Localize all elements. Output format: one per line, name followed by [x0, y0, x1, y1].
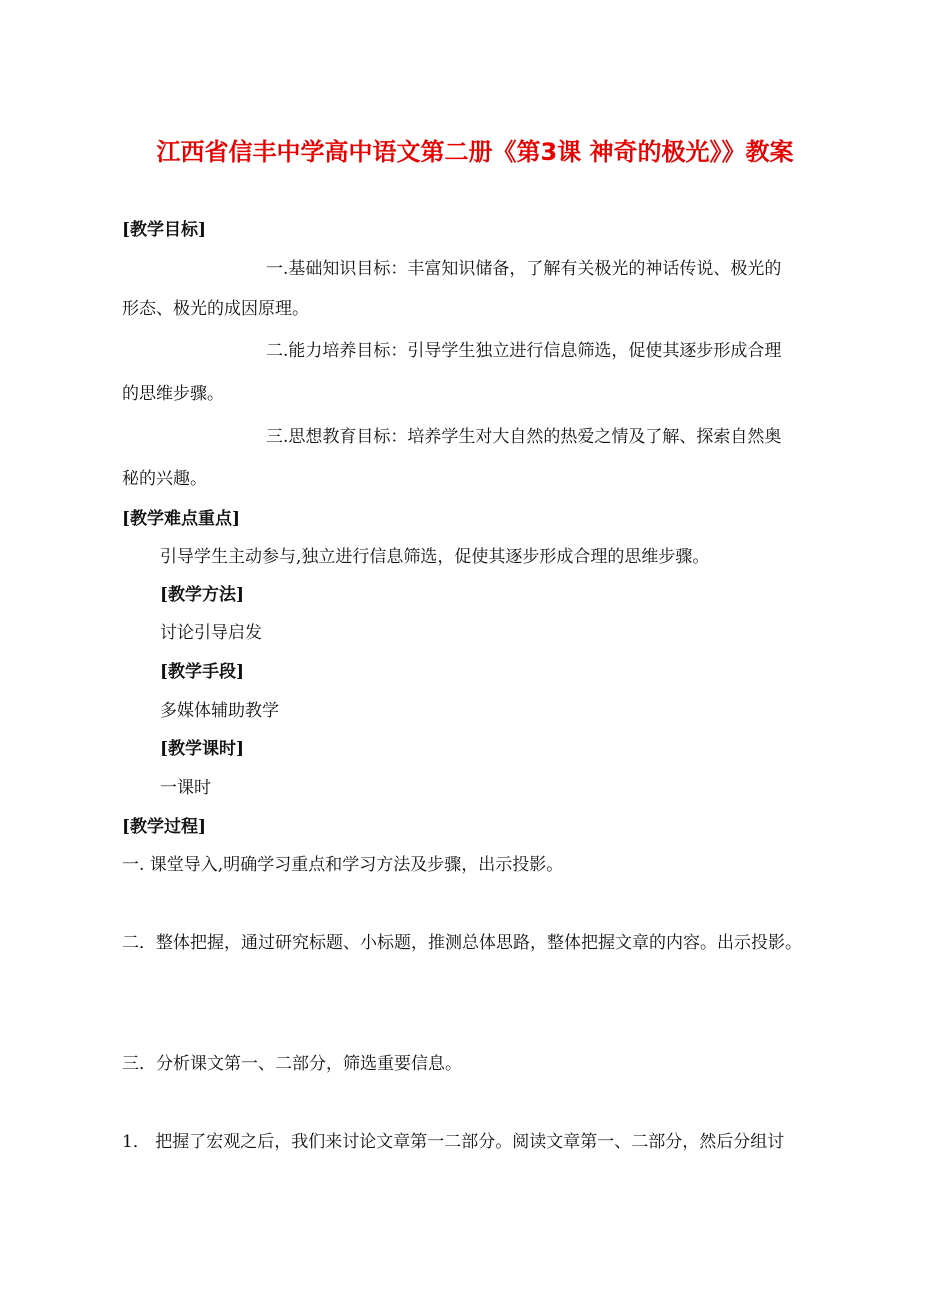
key-points-text: 引导学生主动参与,独立进行信息筛选，促使其逐步形成合理的思维步骤。 [160, 547, 710, 567]
method-heading: [教学方法] [160, 585, 245, 605]
objective-3-line2: 秘的兴趣。 [122, 469, 207, 489]
means-text: 多媒体辅助教学 [160, 701, 279, 721]
hours-text: 一课时 [160, 778, 211, 798]
hours-heading: [教学课时] [160, 739, 245, 759]
objective-3-line1: 三.思想教育目标：培养学生对大自然的热爱之情及了解、探索自然奥 [266, 427, 782, 447]
process-heading: [教学过程] [122, 817, 207, 837]
process-item-3: 三．分析课文第一、二部分，筛选重要信息。 [122, 1054, 462, 1074]
method-text: 讨论引导启发 [160, 623, 262, 643]
process-item-2: 二．整体把握，通过研究标题、小标题，推测总体思路，整体把握文章的内容。出示投影。 [122, 933, 802, 953]
objective-1-line1: 一.基础知识目标：丰富知识储备，了解有关极光的神话传说、极光的 [266, 259, 782, 279]
objectives-heading: [教学目标] [122, 220, 207, 240]
document-title: 江西省信丰中学高中语文第二册《第3课 神奇的极光》》教案 [156, 138, 794, 166]
objective-2-line1: 二.能力培养目标：引导学生独立进行信息筛选，促使其逐步形成合理 [266, 341, 782, 361]
process-item-3-1: 1． 把握了宏观之后，我们来讨论文章第一二部分。阅读文章第一、二部分，然后分组讨 [122, 1132, 785, 1152]
process-item-1: 一. 课堂导入,明确学习重点和学习方法及步骤，出示投影。 [122, 855, 564, 875]
objective-2-line2: 的思维步骤。 [122, 384, 224, 404]
key-points-heading: [教学难点重点] [122, 509, 241, 529]
means-heading: [教学手段] [160, 662, 245, 682]
objective-1-line2: 形态、极光的成因原理。 [122, 299, 309, 319]
